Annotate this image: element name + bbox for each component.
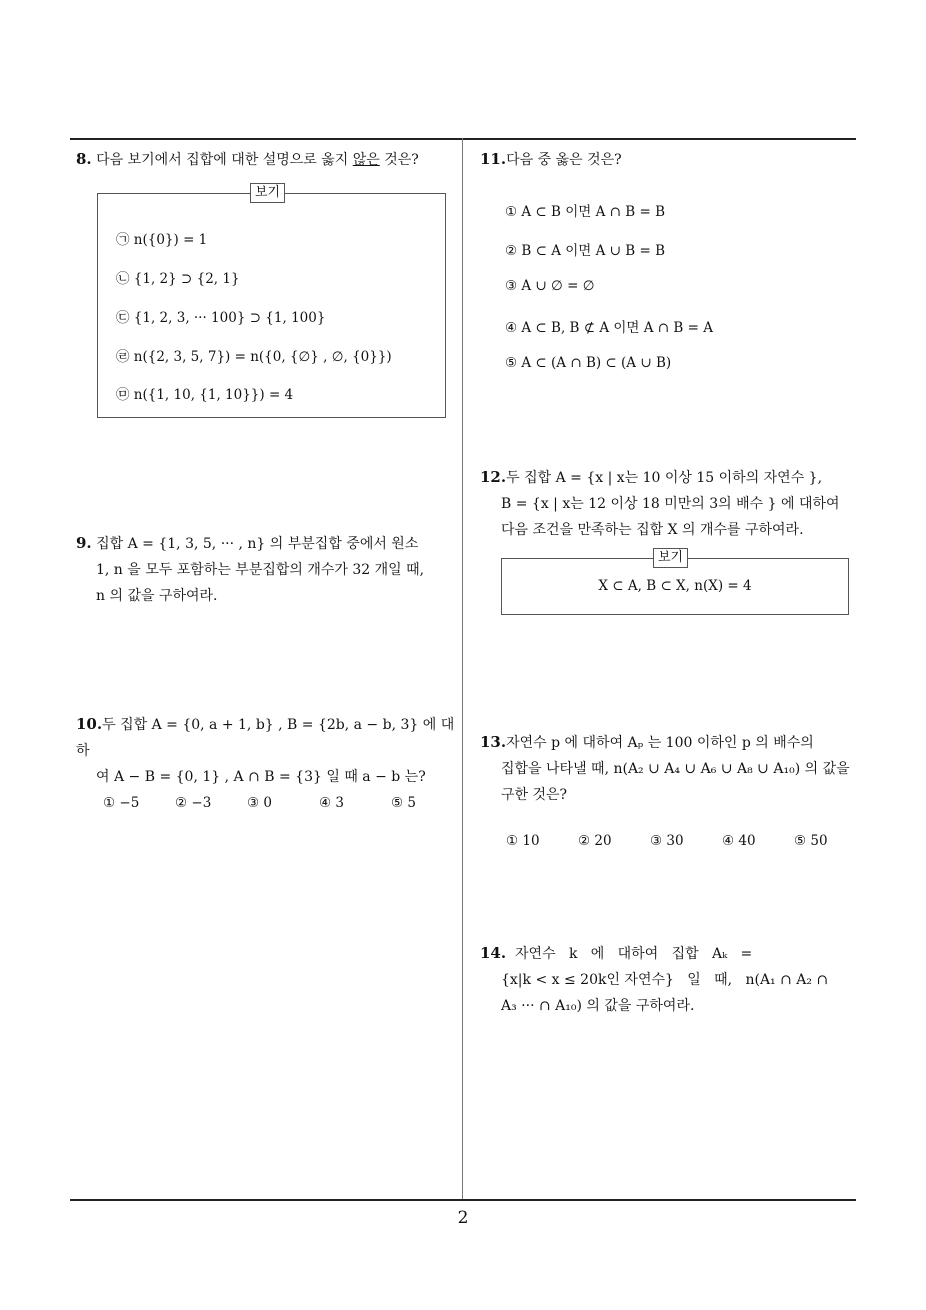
- question-9-line-3: n 의 값을 구하여라.: [96, 588, 218, 604]
- question-10-choice-1[interactable]: ① −5: [103, 795, 140, 811]
- question-13-choice-5[interactable]: ⑤ 50: [794, 833, 828, 849]
- question-11-text: 다음 중 옳은 것은?: [506, 152, 622, 168]
- question-9-line-1: 집합 A = {1, 3, 5, ··· , n} 의 부분집합 중에서 원소: [96, 536, 419, 552]
- question-10: [76, 711, 461, 790]
- question-8-item-4: ㉣ n({2, 3, 5, 7}) = n({0, {∅} , ∅, {0}}): [116, 349, 392, 365]
- question-10-choice-5[interactable]: ⑤ 5: [391, 795, 416, 811]
- question-12-condition: X ⊂ A, B ⊂ X, n(X) = 4: [598, 578, 752, 594]
- question-14-line-1: 자연수 k 에 대하여 집합 Aₖ =: [515, 946, 753, 962]
- question-8-text-after: 것은?: [379, 152, 419, 168]
- top-rule: [70, 138, 856, 140]
- question-8-item-2: ㉡ {1, 2} ⊃ {2, 1}: [116, 271, 240, 287]
- question-8-item-3: ㉢ {1, 2, 3, ··· 100} ⊃ {1, 100}: [116, 310, 326, 326]
- question-13-choice-1[interactable]: ① 10: [506, 833, 540, 849]
- question-10-line-1: 두 집합 A = {0, a + 1, b} , B = {2b, a − b, 3} 에 대하: [76, 717, 455, 759]
- question-10-line-2: 여 A − B = {0, 1} , A ∩ B = {3} 일 때 a − b 는?: [96, 769, 426, 785]
- question-8: [76, 146, 456, 173]
- page-number: 2: [457, 1208, 469, 1228]
- question-13-choices: [506, 833, 866, 849]
- question-11-choice-5[interactable]: ⑤ A ⊂ (A ∩ B) ⊂ (A ∪ B): [505, 355, 672, 371]
- question-10-number: 10.: [76, 715, 103, 733]
- question-11-number: 11.: [480, 150, 507, 168]
- question-12-line-1: 두 집합 A = {x | x는 10 이상 15 이하의 자연수 },: [506, 470, 823, 486]
- question-12-number: 12.: [480, 468, 507, 486]
- question-13-choice-2[interactable]: ② 20: [578, 833, 612, 849]
- question-13-line-1: 자연수 p 에 대하여 Aₚ 는 100 이하인 p 의 배수의: [506, 735, 814, 751]
- question-13-choice-3[interactable]: ③ 30: [650, 833, 684, 849]
- column-divider: [462, 138, 463, 1200]
- question-8-bogi-label: 보기: [250, 183, 285, 203]
- question-11-choice-1[interactable]: ① A ⊂ B 이면 A ∩ B = B: [505, 204, 666, 220]
- question-8-item-5: ㉤ n({1, 10, {1, 10}}) = 4: [116, 387, 294, 403]
- question-11: [480, 146, 860, 173]
- bottom-rule: [70, 1199, 856, 1201]
- question-8-text-before: 다음 보기에서 집합에 대한 설명으로 옳지: [96, 152, 353, 168]
- question-11-choice-3[interactable]: ③ A ∪ ∅ = ∅: [505, 278, 595, 294]
- question-10-choices: [103, 795, 463, 811]
- question-13-choice-4[interactable]: ④ 40: [722, 833, 756, 849]
- question-12-bogi-box: [501, 550, 849, 615]
- question-14-line-3: A₃ ··· ∩ A₁₀) 의 값을 구하여라.: [501, 998, 695, 1014]
- question-13-number: 13.: [480, 733, 507, 751]
- question-13: [480, 729, 865, 808]
- question-13-line-2: 집합을 나타낼 때, n(A₂ ∪ A₄ ∪ A₆ ∪ A₈ ∪ A₁₀) 의 값을: [501, 761, 850, 777]
- question-13-line-3: 구한 것은?: [501, 787, 568, 803]
- question-10-choice-2[interactable]: ② −3: [175, 795, 212, 811]
- question-11-choice-2[interactable]: ② B ⊂ A 이면 A ∪ B = B: [505, 243, 666, 259]
- question-12-bogi-label: 보기: [653, 548, 688, 568]
- question-9-line-2: 1, n 을 모두 포함하는 부분집합의 개수가 32 개일 때,: [96, 562, 425, 578]
- question-8-number: 8.: [76, 150, 92, 168]
- question-11-choice-4[interactable]: ④ A ⊂ B, B ⊄ A 이면 A ∩ B = A: [505, 320, 713, 336]
- question-12: [480, 464, 865, 543]
- question-14-number: 14.: [480, 944, 507, 962]
- question-12-line-2: B = {x | x는 12 이상 18 미만의 3의 배수 } 에 대하여: [501, 496, 840, 512]
- question-8-item-1: ㉠ n({0}) = 1: [116, 232, 208, 248]
- question-8-bogi-box: [97, 185, 446, 418]
- question-9-number: 9.: [76, 534, 92, 552]
- question-12-line-3: 다음 조건을 만족하는 집합 X 의 개수를 구하여라.: [501, 522, 804, 538]
- question-10-choice-4[interactable]: ④ 3: [319, 795, 344, 811]
- question-14-line-2: {x|k < x ≤ 20k인 자연수} 일 때, n(A₁ ∩ A₂ ∩: [501, 972, 829, 988]
- question-10-choice-3[interactable]: ③ 0: [247, 795, 272, 811]
- question-8-underlined: 않은: [352, 152, 380, 168]
- question-9: [76, 530, 461, 609]
- question-14: [480, 940, 865, 1019]
